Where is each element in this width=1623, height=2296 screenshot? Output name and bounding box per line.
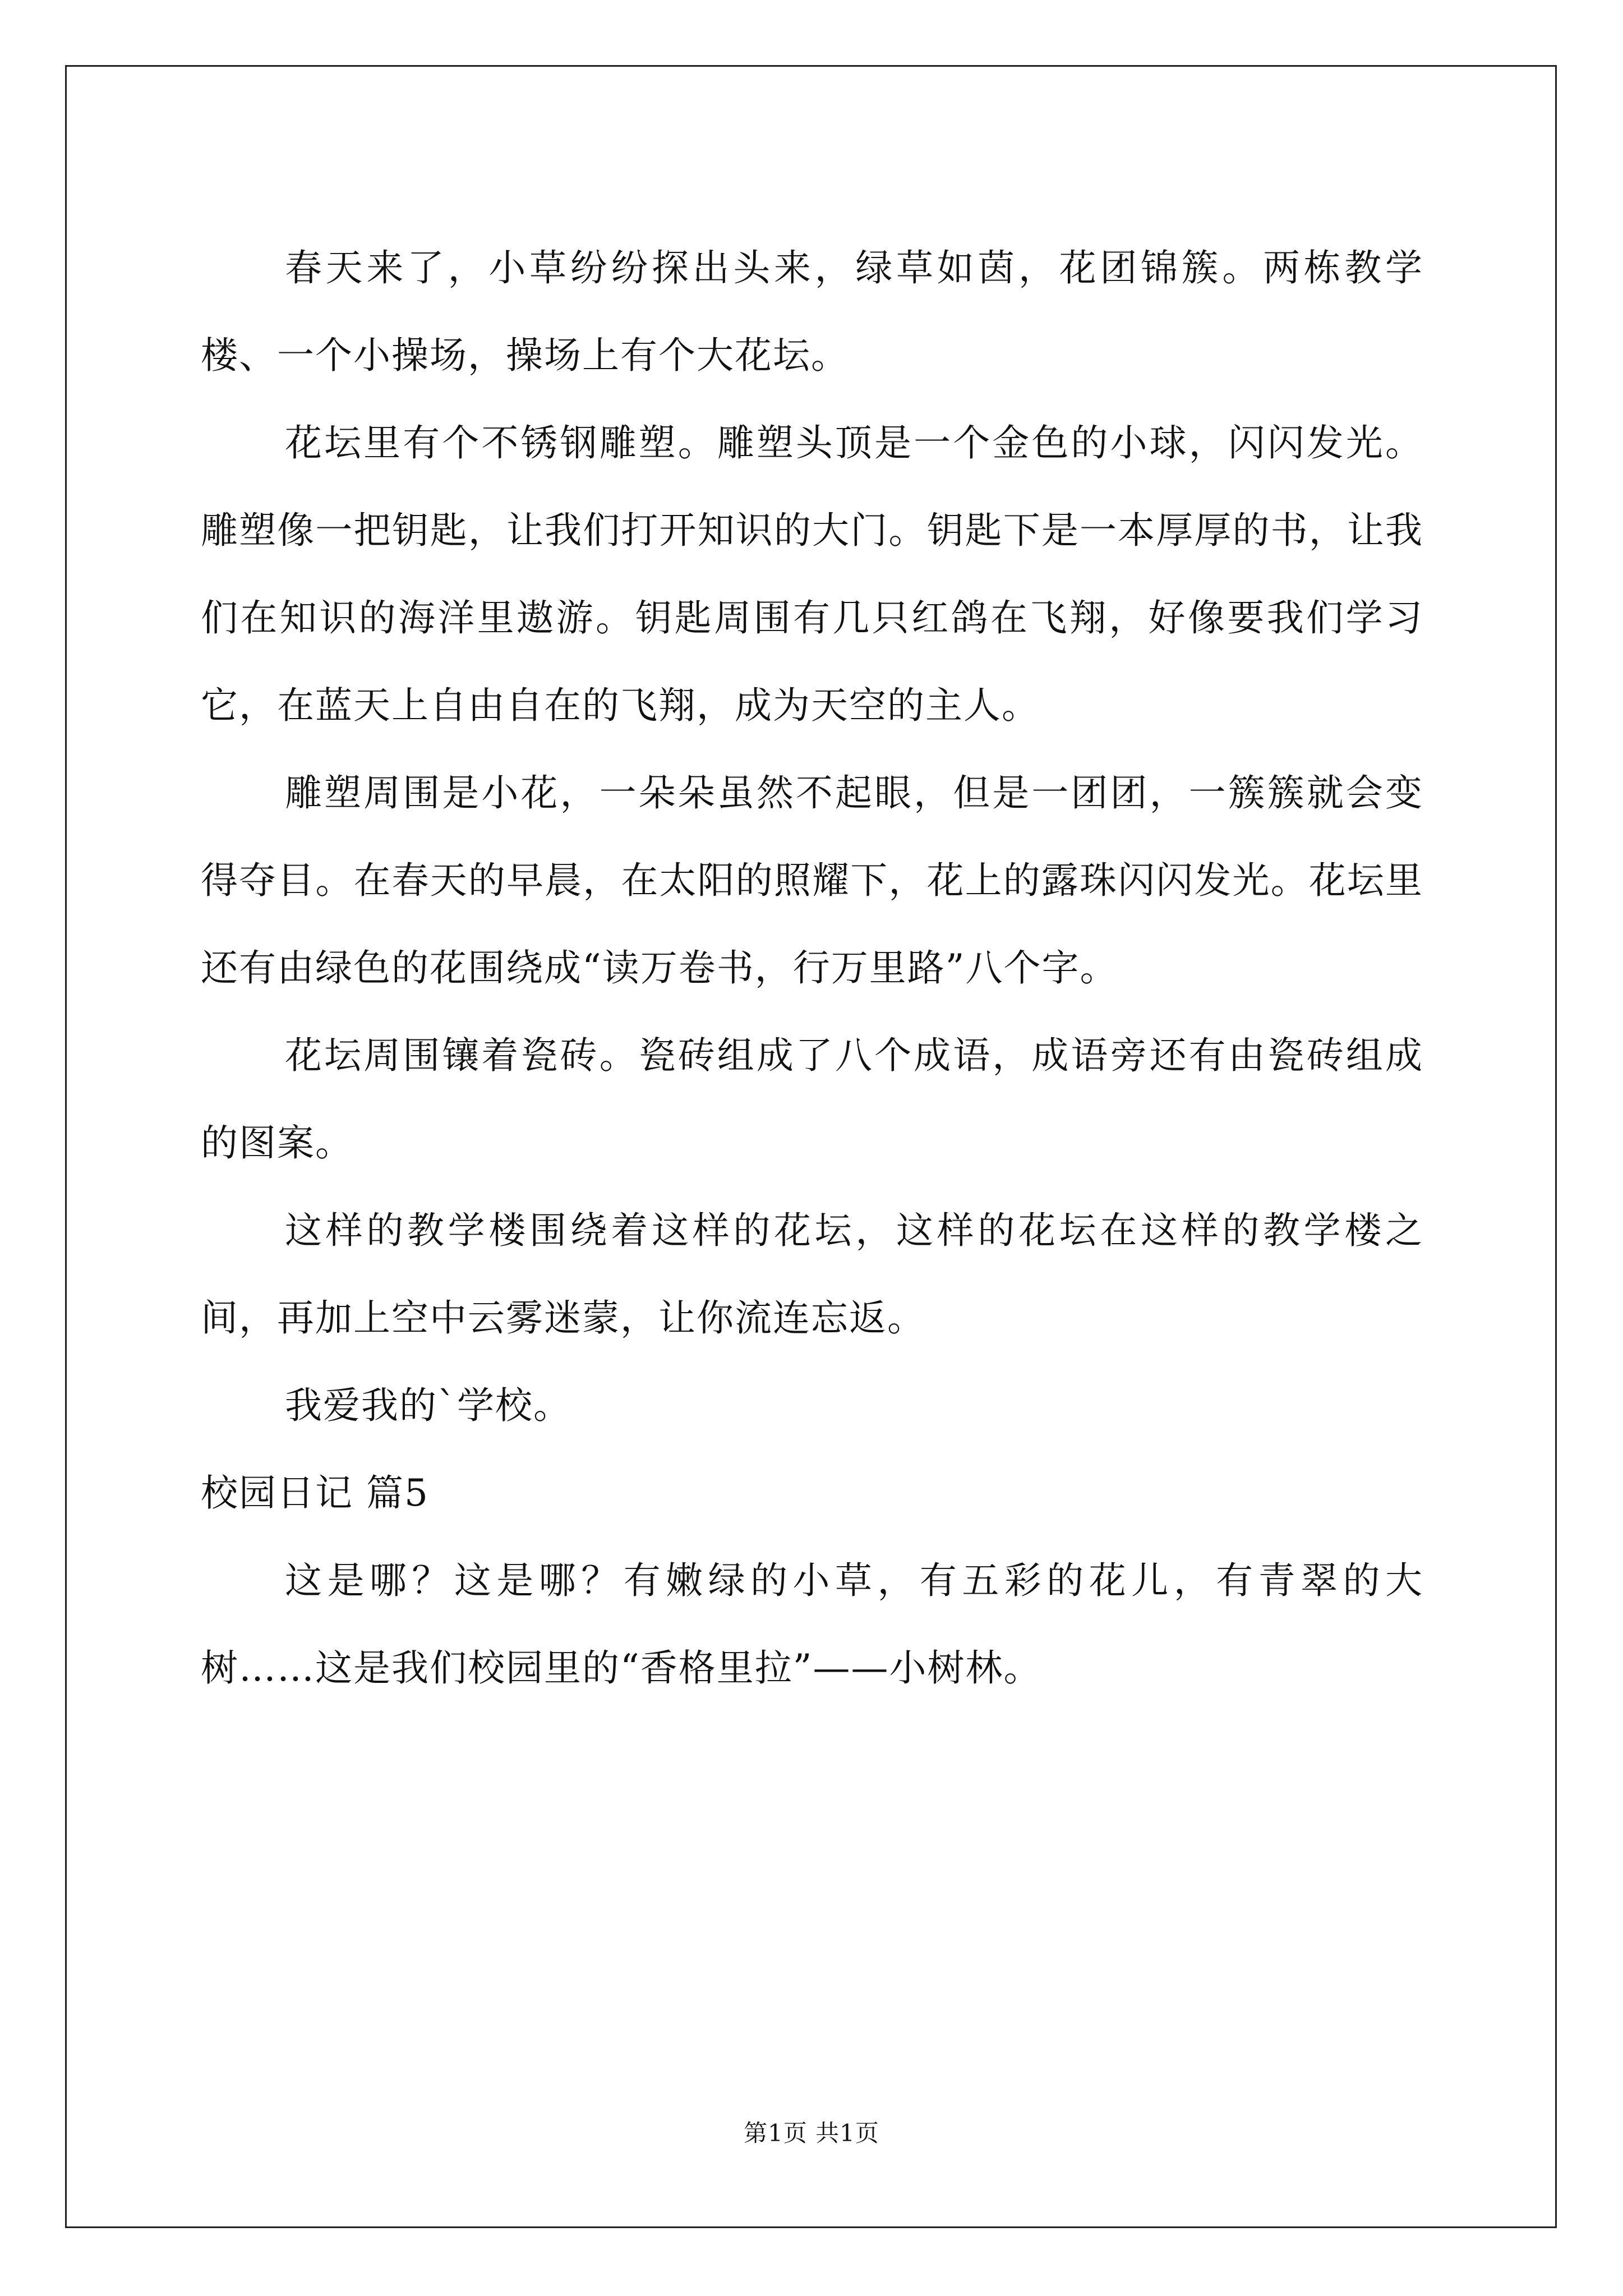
page-footer: 第1页 共1页 (744, 2119, 879, 2147)
paragraph: 我爱我的`学校。 (285, 1384, 571, 1427)
paragraph: 花坛周围镶着瓷砖。瓷砖组成了八个成语，成语旁还有由瓷砖组成的图案。 (201, 1034, 1423, 1165)
paragraph: 花坛里有个不锈钢雕塑。雕塑头顶是一个金色的小球，闪闪发光。雕塑像一把钥匙，让我们打开知识的大门。钥匙下是一本厚厚的书，让我们在知识的海洋里遨游。钥匙周围有几只红鸽在飞翔，好像要我们学习它，在蓝天上自由自在的飞翔，成为天空的主人。 (201, 421, 1423, 727)
document-body (201, 224, 1423, 1712)
paragraph: 雕塑周围是小花，一朵朵虽然不起眼，但是一团团，一簇簇就会变得夺目。在春天的早晨，在太阳的照耀下，花上的露珠闪闪发光。花坛里还有由绿色的花围绕成“读万卷书，行万里路”八个字。 (201, 771, 1423, 990)
paragraph: 春天来了，小草纷纷探出头来，绿草如茵，花团锦簇。两栋教学楼、一个小操场，操场上有个大花坛。 (201, 246, 1423, 377)
paragraph: 这是哪？这是哪？有嫩绿的小草，有五彩的花儿，有青翠的大树……这是我们校园里的“香格里拉”——小树林。 (201, 1559, 1423, 1690)
section-heading: 校园日记 篇5 (201, 1471, 429, 1515)
paragraph: 这样的教学楼围绕着这样的花坛，这样的花坛在这样的教学楼之间，再加上空中云雾迷蒙，让你流连忘返。 (201, 1209, 1423, 1340)
